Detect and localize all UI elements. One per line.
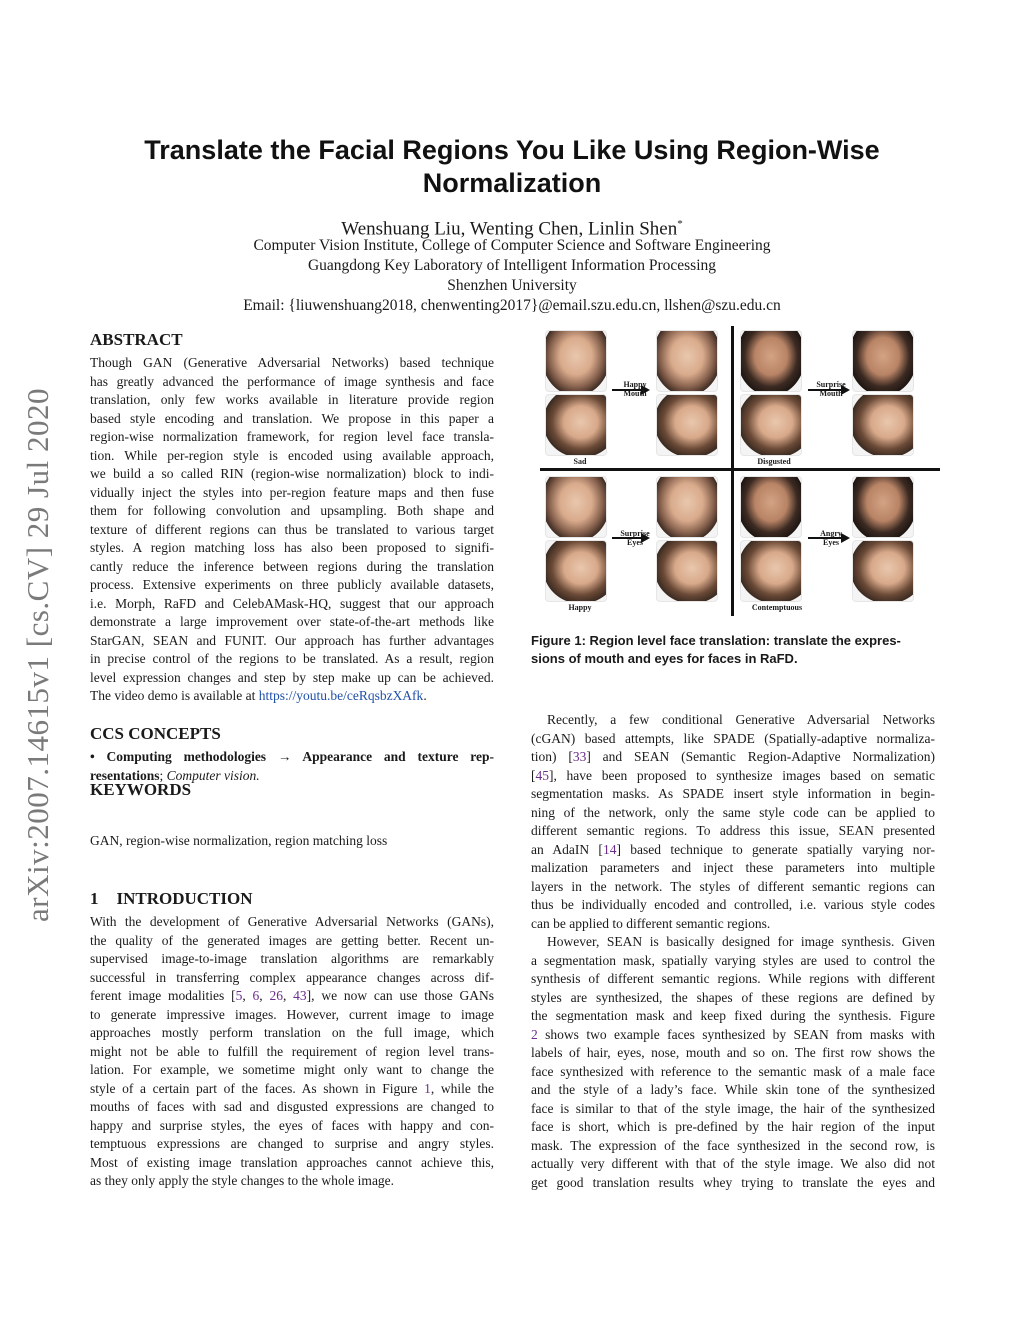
citation-link[interactable]: 26 bbox=[269, 988, 283, 1003]
body-line: actually very different with that of the style image. We also did not bbox=[531, 1156, 935, 1171]
body-text: [ bbox=[531, 767, 536, 783]
video-demo-link[interactable]: https://youtu.be/ceRqsbzXAfk bbox=[258, 688, 424, 703]
label-line: Surprise bbox=[620, 529, 650, 538]
arxiv-sidebar bbox=[14, 360, 62, 950]
intro-line-text: , while the bbox=[430, 1080, 494, 1096]
body-line: styles are synthesized, the shapes of these regions are defined by bbox=[531, 989, 935, 1005]
abstract-line: texture of different regions can thus be translated to various target bbox=[90, 521, 494, 537]
body-line: labels of hair, eyes, nose, mouth and so on. The first row shows the bbox=[531, 1045, 935, 1060]
ccs-separator: ; bbox=[159, 767, 167, 783]
body-line: face synthesized with reference to the semantic mask of a male face bbox=[531, 1063, 935, 1079]
body-line: thus be individually encoded and controlled, i.e. various style codes bbox=[531, 897, 935, 912]
body-line: synthesis of different semantic regions. While regions with different bbox=[531, 971, 935, 986]
face-image bbox=[740, 540, 802, 602]
citation-link[interactable]: 43 bbox=[293, 988, 307, 1003]
face-image bbox=[740, 476, 802, 538]
abstract-last-line bbox=[90, 687, 494, 706]
ccs-term: resentations bbox=[90, 767, 160, 783]
ccs-heading: CCS CONCEPTS bbox=[90, 724, 221, 743]
abstract-line: styles. A region matching loss has also been proposed to signifi- bbox=[90, 540, 494, 555]
face-image bbox=[656, 540, 718, 602]
face-image bbox=[545, 394, 607, 456]
ccs-subject: Computer vision. bbox=[166, 767, 260, 783]
body-line-ref bbox=[531, 841, 935, 860]
body-line: can be applied to different semantic regions. bbox=[531, 915, 771, 931]
intro-line-refs: ferent image modalities [5, 6, 26, 43], we now can use those GANs bbox=[90, 988, 495, 1003]
intro-line: approaches mostly perform translation on the full image, which bbox=[90, 1025, 494, 1040]
figure-horizontal-divider bbox=[540, 468, 940, 471]
face-image bbox=[656, 394, 718, 456]
intro-line: to generate impressive images. However, current image to image bbox=[90, 1006, 494, 1022]
abstract-heading: ABSTRACT bbox=[90, 330, 183, 349]
intro-heading-text: INTRODUCTION bbox=[116, 889, 253, 908]
abstract-line: region-wise normalization framework, for region level face transla- bbox=[90, 429, 494, 444]
body-line: get good translation results whey trying to translate the eyes and bbox=[531, 1174, 935, 1190]
figure-vertical-divider bbox=[731, 326, 734, 616]
body-line: a segmentation mask, spatially varying styles are used to control the bbox=[531, 952, 935, 968]
intro-line: supervised image-to-image translation algorithms are remarkably bbox=[90, 951, 494, 966]
abstract-line: tion. While per-region style is encoded using available approach, bbox=[90, 447, 494, 463]
abstract-line: StarGAN, SEAN and FUNIT. Our approach has further advantages bbox=[90, 632, 494, 648]
intro-section-number: 1 bbox=[90, 889, 99, 908]
keywords-text: GAN, region-wise normalization, region matching loss bbox=[90, 833, 388, 848]
author-footnote-mark: * bbox=[677, 218, 683, 230]
right-column-body bbox=[531, 711, 935, 1192]
label-line: Angry bbox=[820, 529, 842, 538]
intro-line-text: ferent image modalities [ bbox=[90, 988, 236, 1003]
citation-link[interactable]: 45 bbox=[535, 767, 549, 783]
ccs-line-1: • Computing methodologies → Appearance and texture rep- bbox=[90, 749, 494, 764]
citation-link[interactable]: 6 bbox=[252, 988, 260, 1003]
intro-line: With the development of Generative Adversarial Networks (GANs), bbox=[90, 914, 494, 929]
intro-body bbox=[90, 913, 494, 1191]
body-line: However, SEAN is basically designed for image synthesis. Given bbox=[547, 934, 935, 949]
intro-line: as they only apply the style changes to the whole image. bbox=[90, 1173, 395, 1188]
label-angry-eyes bbox=[808, 529, 854, 547]
intro-line: successful in transferring complex appearance changes across dif- bbox=[90, 969, 494, 985]
body-text: an AdaIN [ bbox=[531, 841, 603, 857]
abstract-line: has greatly advanced the performance of image synthesis and face bbox=[90, 373, 494, 389]
face-image bbox=[545, 540, 607, 602]
citation-link[interactable]: 5 bbox=[235, 988, 243, 1003]
title-line-2: Normalization bbox=[422, 168, 602, 198]
abstract-line: demonstrate a large improvement over state-of-the-art methods like bbox=[90, 614, 494, 629]
label-surprise-mouth bbox=[808, 380, 854, 398]
figure-ref-link[interactable]: 1 bbox=[424, 1080, 431, 1096]
body-text: ], have been proposed to synthesize images based on sematic bbox=[549, 767, 935, 783]
abstract-line: process. Extensive experiments on three publicly available datasets, bbox=[90, 577, 494, 592]
face-image bbox=[740, 330, 802, 392]
abstract-line: we build a so called RIN (region-wise normalization) block to indi- bbox=[90, 466, 494, 481]
affiliation-line-3: Shenzhen University bbox=[447, 277, 577, 294]
label-disgusted: Disgusted bbox=[757, 457, 791, 466]
abstract-line: Though GAN (Generative Adversarial Networks) based technique bbox=[90, 355, 494, 370]
body-line: layers in the network. The styles of different semantic regions can bbox=[531, 878, 935, 894]
citation-link[interactable]: 14 bbox=[602, 841, 617, 857]
body-line: face is similar to that of the style image, the hair of the synthesized bbox=[531, 1100, 935, 1116]
intro-line: happy and surprise styles, the eyes of faces with happy and con- bbox=[90, 1117, 494, 1133]
arxiv-identifier: arXiv:2007.14615v1 [cs.CV] 29 Jul 2020 bbox=[20, 388, 55, 922]
abstract-line: i.e. Morph, RaFD and CelebAMask-HQ, suggest that our approach bbox=[90, 595, 494, 611]
citation-link[interactable]: 33 bbox=[572, 749, 587, 764]
caption-line: Figure 1: Region level face translation: translate the expres- bbox=[531, 633, 901, 648]
label-line: Eyes bbox=[823, 538, 839, 547]
label-sad: Sad bbox=[573, 457, 587, 466]
intro-line: temptuous expressions are changed to surprise and angry styles. bbox=[90, 1136, 494, 1151]
intro-heading bbox=[90, 889, 253, 909]
body-line-figref bbox=[531, 1026, 935, 1045]
figure-1 bbox=[540, 326, 940, 616]
abstract-line: them for following convolution and upsampling. Both shape and bbox=[90, 503, 494, 518]
abstract-body bbox=[90, 354, 494, 706]
label-line: Eyes bbox=[627, 538, 643, 547]
face-image bbox=[656, 476, 718, 538]
face-image bbox=[545, 330, 607, 392]
label-happy-mouth bbox=[612, 380, 658, 398]
body-line: different semantic regions. To address this issue, SEAN presented bbox=[531, 823, 935, 838]
figure-1-caption bbox=[531, 632, 937, 668]
abstract-line: translation, only few works available in literature provide region bbox=[90, 392, 494, 407]
affiliations bbox=[110, 236, 914, 316]
paper-title bbox=[110, 134, 914, 200]
intro-line: lation. For example, we sometime might only want to change the bbox=[90, 1062, 494, 1077]
abstract-period: . bbox=[423, 688, 427, 703]
face-image bbox=[740, 394, 802, 456]
face-image bbox=[545, 476, 607, 538]
body-text: ] and SEAN (Semantic Region-Adaptive Normalization) bbox=[586, 749, 935, 764]
author-names: Wenshuang Liu, Wenting Chen, Linlin Shen bbox=[341, 218, 678, 240]
face-image bbox=[656, 330, 718, 392]
body-line: Recently, a few conditional Generative Adversarial Networks bbox=[547, 712, 935, 727]
body-text: ] based technique to generate spatially varying nor- bbox=[616, 841, 936, 857]
label-line: Happy bbox=[623, 380, 647, 389]
body-line: and the style of a lady’s face. While skin tone of the synthesized bbox=[531, 1082, 935, 1097]
email-line: Email: {liuwenshuang2018, chenwenting2017}@email.szu.edu.cn, llshen@szu.edu.cn bbox=[243, 297, 781, 314]
intro-line: might not be able to fulfill the requirement of region level trans- bbox=[90, 1043, 494, 1059]
face-image bbox=[852, 394, 914, 456]
body-line: (cGAN) based attempts, like SPADE (Spatially-adaptive normaliza- bbox=[531, 730, 935, 746]
keywords-body bbox=[90, 832, 494, 851]
intro-line-text: style of a certain part of the faces. As shown in Figure bbox=[90, 1080, 425, 1096]
intro-line-text: ], we now can use those GANs bbox=[306, 988, 495, 1003]
face-image bbox=[852, 330, 914, 392]
body-line: the segmentation mask and keep fixed during the synthesis. Figure bbox=[531, 1008, 935, 1023]
intro-line: the quality of the generated images are getting better. Recent un- bbox=[90, 932, 494, 948]
body-line: face is short, which is pre-defined by the hair region of the input bbox=[531, 1119, 935, 1134]
label-contemptuous: Contemptuous bbox=[751, 603, 803, 612]
body-line: mask. The expression of the face synthesized in the second row, is bbox=[531, 1137, 935, 1153]
label-surprise-eyes bbox=[612, 529, 658, 547]
face-image bbox=[852, 476, 914, 538]
intro-line: Most of existing image translation approaches cannot achieve this, bbox=[90, 1154, 494, 1170]
abstract-line: cantly reduce the inference between regions during the translation bbox=[90, 558, 494, 574]
abstract-line: in precise control of the regions to be translated. As a result, region bbox=[90, 651, 494, 666]
body-text: tion) [ bbox=[531, 749, 573, 764]
body-text: shows two example faces synthesized by SEAN from masks with bbox=[537, 1026, 935, 1042]
title-line-1: Translate the Facial Regions You Like Using Region-Wise bbox=[144, 135, 880, 165]
intro-line: mouths of faces with sad and disgusted expressions are changed to bbox=[90, 1099, 494, 1114]
label-line: Mouth bbox=[819, 389, 843, 398]
affiliation-line-2: Guangdong Key Laboratory of Intelligent Information Processing bbox=[307, 257, 717, 274]
label-line: Surprise bbox=[816, 380, 846, 389]
body-line: malization parameters and inject these parameters into multiple bbox=[531, 860, 935, 875]
figure-ref-link[interactable]: 2 bbox=[531, 1026, 538, 1042]
keywords-heading: KEYWORDS bbox=[90, 780, 192, 799]
body-line-ref bbox=[531, 748, 935, 767]
abstract-line: level expression changes and step by step make up can be achieved. bbox=[90, 669, 494, 685]
body-line-ref bbox=[531, 767, 935, 786]
caption-line: sions of mouth and eyes for faces in RaFD. bbox=[531, 651, 798, 666]
label-line: Mouth bbox=[623, 389, 647, 398]
abstract-line: based style encoding and translation. We propose in this paper a bbox=[90, 410, 494, 426]
video-demo-text: The video demo is available at bbox=[90, 688, 259, 703]
intro-line-figref bbox=[90, 1080, 494, 1099]
body-line: segmentation masks. As SPADE insert style information in begin- bbox=[531, 786, 935, 801]
abstract-line: vidually inject the styles into per-region feature maps and then fuse bbox=[90, 484, 494, 500]
affiliation-line-1: Computer Vision Institute, College of Computer Science and Software Engineering bbox=[253, 237, 771, 254]
face-image bbox=[852, 540, 914, 602]
body-line: ning of the network, only the same style code can be applied to bbox=[531, 804, 935, 820]
label-happy: Happy bbox=[568, 603, 592, 612]
